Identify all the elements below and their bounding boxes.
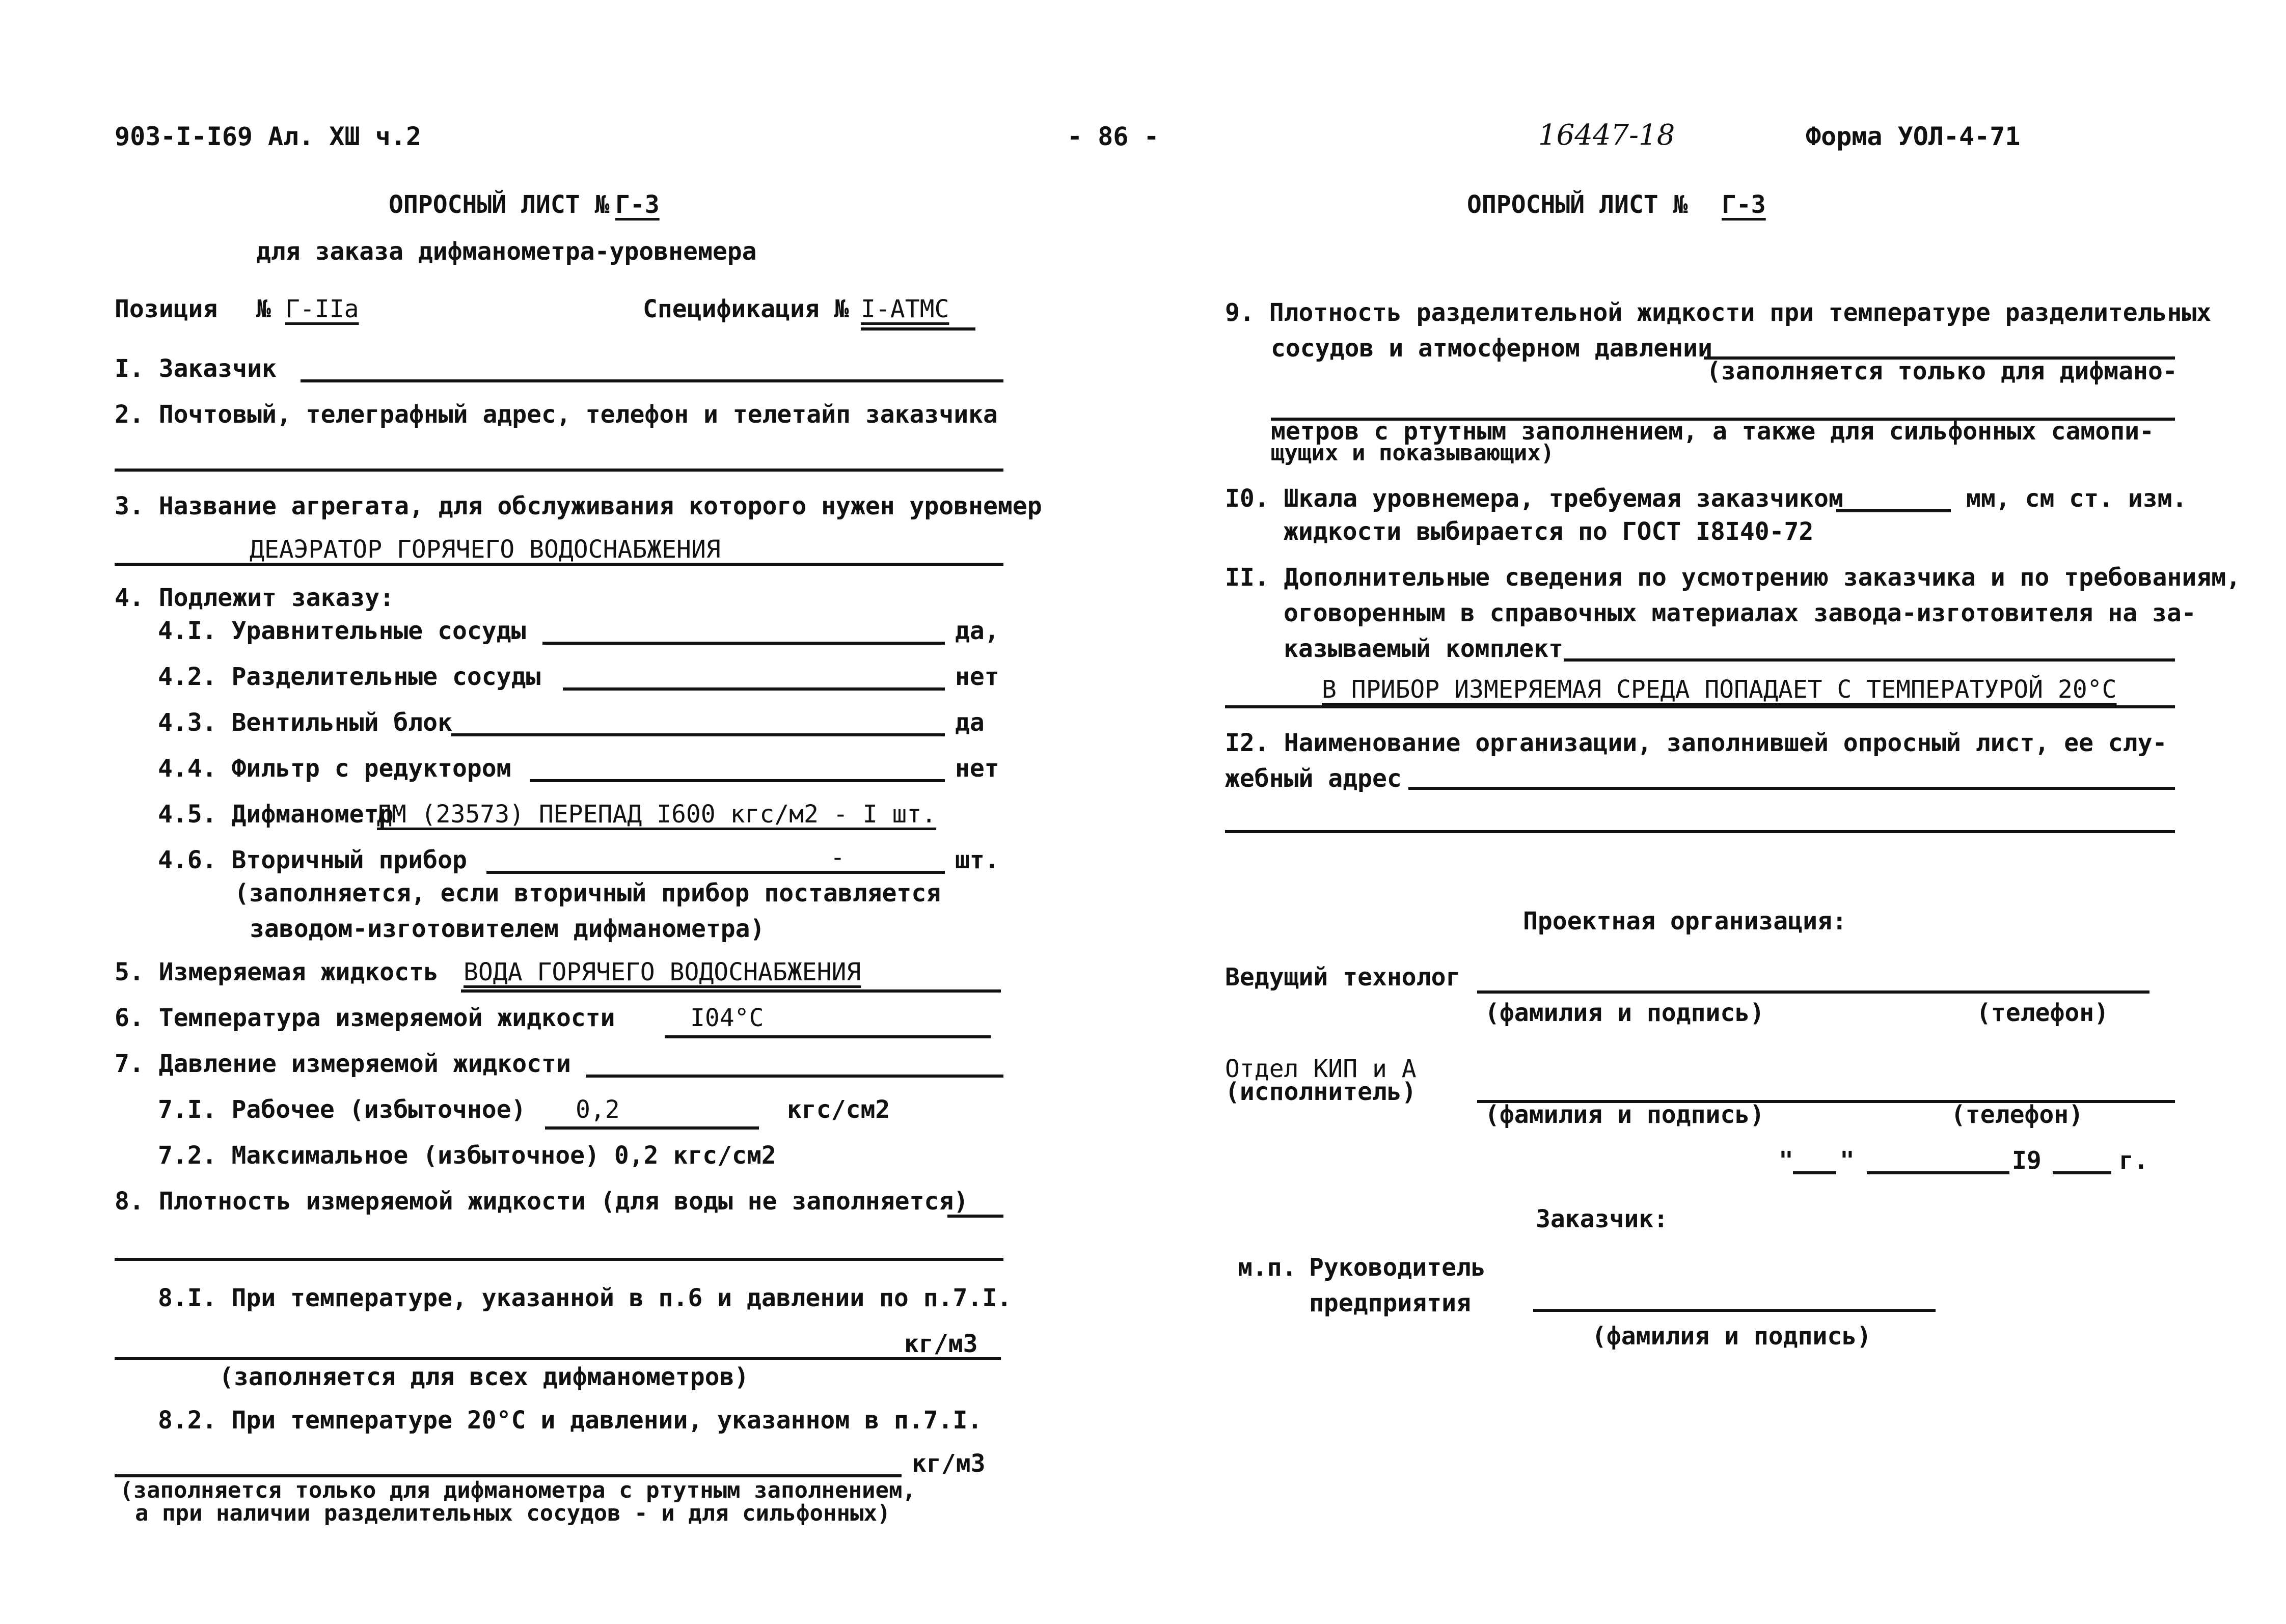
item-8-1-line <box>115 1357 1001 1360</box>
fio-sign-label-1: (фамилия и подпись) <box>1485 999 1765 1027</box>
item-1: I. Заказчик <box>115 354 277 383</box>
item-4: 4. Подлежит заказу: <box>115 584 395 612</box>
item-11-value-line <box>1225 705 2175 708</box>
date-year-suffix: г. <box>2119 1146 2148 1175</box>
item-7-1-value: 0,2 <box>576 1095 620 1124</box>
item-2-line <box>115 469 1003 472</box>
item-11-line-3: казываемый комплект <box>1284 635 1564 663</box>
document-code: 903-I-I69 Ал. XШ ч.2 <box>115 122 422 151</box>
date-year-prefix: I9 <box>2012 1146 2042 1175</box>
position-label: Позиция <box>115 295 218 323</box>
date-quote-close: " <box>1840 1146 1855 1175</box>
item-4-2-value: нет <box>955 663 999 691</box>
fio-sign-label-2: (фамилия и подпись) <box>1485 1100 1765 1129</box>
item-7-line <box>586 1075 1003 1078</box>
position-value: Г-IIа <box>285 295 359 323</box>
date-quote-open: " <box>1779 1146 1793 1175</box>
item-7-1: 7.I. Рабочее (избыточное) <box>158 1095 526 1124</box>
item-8: 8. Плотность измеряемой жидкости (для воды не заполняется) <box>115 1187 969 1216</box>
item-4-5-value: ДМ (23573) ПЕРЕПАД I600 кгс/м2 - I шт. <box>377 800 937 829</box>
item-4-4-value: нет <box>955 754 999 783</box>
item-12-line <box>1408 787 2175 790</box>
item-12-line-2: жебный адрес <box>1225 764 1402 793</box>
item-11-line-1: II. Дополнительные сведения по усмотрению заказчика и по требованиям, <box>1225 563 2241 592</box>
head-sign-line <box>1533 1309 1936 1312</box>
lead-technologist-label: Ведущий технолог <box>1225 963 1461 992</box>
item-9-line-2: сосудов и атмосферном давлении <box>1271 334 1712 363</box>
item-4-6-line <box>486 871 945 874</box>
item-8-1: 8.I. При температуре, указанной в п.6 и давлении по п.7.I. <box>158 1284 1012 1312</box>
phone-label-1: (телефон) <box>1976 999 2109 1027</box>
item-8-1-unit: кг/м3 <box>904 1330 978 1358</box>
item-10-line-2: жидкости выбирается по ГОСТ I8I40-72 <box>1284 517 1814 546</box>
project-organization-label: Проектная организация: <box>1523 907 1847 935</box>
item-6: 6. Температура измеряемой жидкости <box>115 1004 615 1032</box>
page-number: - 86 - <box>1067 122 1159 151</box>
item-4-4-line <box>530 779 945 782</box>
spec-line <box>861 327 975 331</box>
spec-label: Спецификация № <box>643 295 849 323</box>
item-8-2-unit: кг/м3 <box>912 1449 986 1478</box>
item-8-2: 8.2. При температуре 20°С и давлении, указанном в п.7.I. <box>158 1406 983 1435</box>
item-12-line-1: I2. Наименование организации, заполнившей опросный лист, ее слу- <box>1225 729 2167 757</box>
item-4-2-line <box>563 687 945 691</box>
item-4-2: 4.2. Разделительные сосуды <box>158 663 541 691</box>
lead-technologist-line <box>1477 990 2149 994</box>
item-7: 7. Давление измеряемой жидкости <box>115 1050 571 1078</box>
executor-label: (исполнитель) <box>1225 1078 1417 1106</box>
item-4-3-line <box>451 733 945 736</box>
item-6-line <box>665 1035 991 1038</box>
item-8-2-note-1: (заполняется только для дифманометра с ртутным заполнением, <box>120 1477 916 1503</box>
head-label-1: Руководитель <box>1309 1253 1486 1282</box>
left-title-number: Г-3 <box>615 190 660 219</box>
item-4-6-dash: - <box>830 843 845 872</box>
item-11-line-2: оговоренным в справочных материалах завода-изготовителя на за- <box>1284 599 2196 627</box>
item-5-value: ВОДА ГОРЯЧЕГО ВОДОСНАБЖЕНИЯ <box>464 958 861 986</box>
spec-value: I-АТМС <box>861 295 949 323</box>
item-4-3: 4.3. Вентильный блок <box>158 708 452 737</box>
item-4-1-value: да, <box>955 617 999 645</box>
item-3-value: ДЕАЭРАТОР ГОРЯЧЕГО ВОДОСНАБЖЕНИЯ <box>250 535 721 564</box>
form-code: Форма УОЛ-4-71 <box>1806 122 2021 151</box>
item-8-1-note: (заполняется для всех дифманометров) <box>219 1363 749 1391</box>
left-title: ОПРОСНЫЙ ЛИСТ № <box>389 190 610 219</box>
right-title-number: Г-3 <box>1722 190 1766 219</box>
item-8-line-end <box>947 1215 1003 1218</box>
item-4-6-note-1: (заполняется, если вторичный прибор поставляется <box>234 879 941 907</box>
item-11-value: В ПРИБОР ИЗМЕРЯЕМАЯ СРЕДА ПОПАДАЕТ С ТЕМПЕРАТУРОЙ 20°С <box>1322 675 2117 704</box>
position-no-sign: № <box>256 295 271 323</box>
item-4-4: 4.4. Фильтр с редуктором <box>158 754 511 783</box>
date-month-line <box>1867 1171 2009 1174</box>
date-year-line <box>2053 1171 2111 1174</box>
item-4-1: 4.I. Уравнительные сосуды <box>158 617 526 645</box>
item-9-note-2: метров с ртутным заполнением, а также для сильфонных самопи- <box>1271 417 2154 446</box>
handwritten-number: 16447-18 <box>1538 119 1675 152</box>
head-label-2: предприятия <box>1309 1289 1471 1317</box>
item-7-2: 7.2. Максимальное (избыточное) 0,2 кгс/см2 <box>158 1141 776 1170</box>
customer-label: Заказчик: <box>1536 1205 1669 1233</box>
item-10-unit: мм, см ст. изм. <box>1966 484 2187 513</box>
item-4-6: 4.6. Вторичный прибор <box>158 846 467 874</box>
item-10-line-1: I0. Шкала уровнемера, требуемая заказчиком <box>1225 484 1843 513</box>
fio-sign-label-3: (фамилия и подпись) <box>1592 1322 1872 1351</box>
item-8-line <box>115 1258 1003 1261</box>
right-title: ОПРОСНЫЙ ЛИСТ № <box>1467 190 1688 219</box>
kip-dept-label: Отдел КИП и А <box>1225 1055 1417 1083</box>
item-4-3-value: да <box>955 708 985 737</box>
stamp-place-label: м.п. <box>1238 1253 1297 1282</box>
item-6-value: I04°С <box>690 1004 764 1032</box>
item-5: 5. Измеряемая жидкость <box>115 958 439 986</box>
item-9-note-3: щущих и показывающих) <box>1271 440 1555 466</box>
item-5-line <box>461 989 1001 993</box>
left-subtitle: для заказа дифманометра-уровнемера <box>256 237 757 266</box>
item-4-6-note-2: заводом-изготовителем дифманометра) <box>250 915 765 943</box>
item-4-1-line <box>542 642 945 645</box>
item-11-line <box>1564 658 2175 662</box>
item-2: 2. Почтовый, телеграфный адрес, телефон и телетайп заказчика <box>115 400 998 429</box>
item-1-line <box>301 379 1003 382</box>
item-9-note-1: (заполняется только для дифмано- <box>1706 357 2178 386</box>
item-10-line <box>1836 509 1951 512</box>
item-7-1-unit: кгс/см2 <box>787 1095 890 1124</box>
item-8-2-note-2: а при наличии разделительных сосудов - и для сильфонных) <box>135 1500 891 1526</box>
item-4-5: 4.5. Дифманометр <box>158 800 394 829</box>
phone-label-2: (телефон) <box>1951 1100 2084 1129</box>
date-day-line <box>1793 1171 1836 1174</box>
item-9-line-1: 9. Плотность разделительной жидкости при температуре разделительных <box>1225 298 2212 327</box>
item-7-1-line <box>545 1126 759 1130</box>
item-12-line-b <box>1225 830 2175 833</box>
item-4-6-unit: шт. <box>955 846 999 874</box>
item-3: 3. Название агрегата, для обслуживания которого нужен уровнемер <box>115 492 1042 520</box>
